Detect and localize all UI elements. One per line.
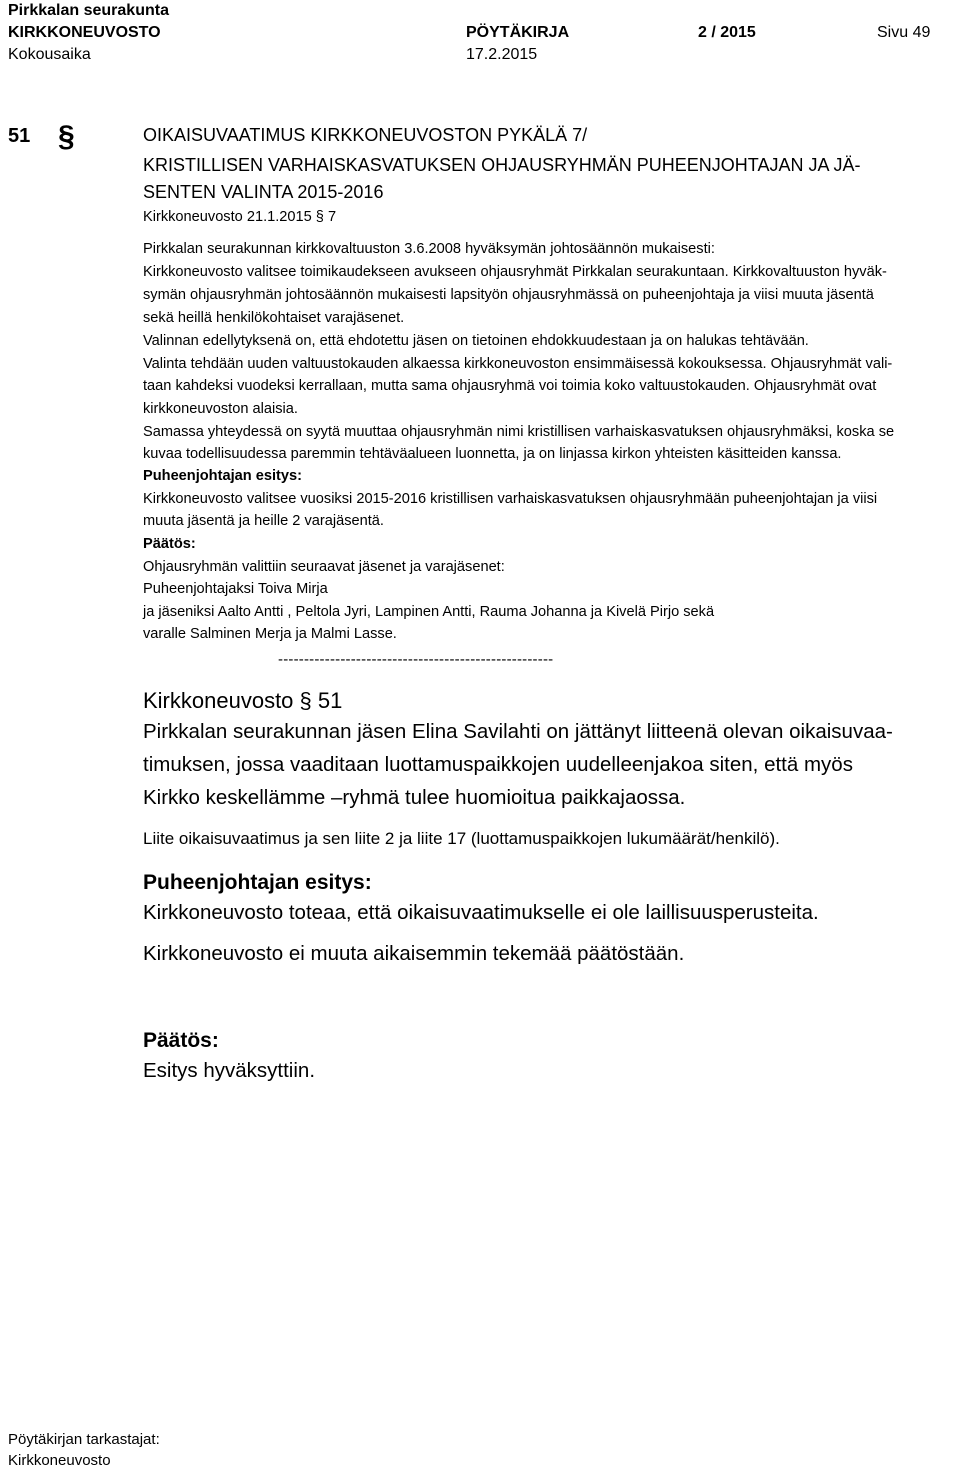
body-line: symän ohjausryhmän johtosäännön mukaisesti lapsityön ohjausryhmässä on puheenjohtaja ja viisi muuta jäsentä (143, 287, 874, 303)
section2-attachment: Liite oikaisuvaatimus ja sen liite 2 ja liite 17 (luottamuspaikkojen lukumäärät/henkilö). (143, 829, 780, 848)
body-line: Pirkkalan seurakunnan kirkkovaltuuston 3.6.2008 hyväksymän johtosäännön mukaisesti: (143, 241, 715, 257)
proposal-line: Kirkkoneuvosto valitsee vuosiksi 2015-2016 kristillisen varhaiskasvatuksen ohjausryhmään puheenjohtajan ja viisi (143, 491, 878, 507)
section2-line: Pirkkalan seurakunnan jäsen Elina Savilahti on jättänyt liitteenä olevan oikaisuvaa- (143, 720, 893, 743)
decision-heading: Päätös: (143, 536, 196, 552)
header-page: Sivu 49 (877, 24, 931, 41)
section-title-line-2: KRISTILLISEN VARHAISKASVATUKSEN OHJAUSRYHMÄN PUHEENJOHTAJAN JA JÄ- (143, 155, 861, 175)
section2-line: timuksen, jossa vaaditaan luottamuspaikkojen uudelleenjakoa siten, että myös (143, 753, 853, 776)
section2-heading: Kirkkoneuvosto § 51 (143, 688, 343, 713)
header-meeting-date: 17.2.2015 (466, 46, 538, 63)
proposal-line: muuta jäsentä ja heille 2 varajäsentä. (143, 513, 384, 529)
decision-line: ja jäseniksi Aalto Antti , Peltola Jyri, Lampinen Antti, Rauma Johanna ja Kivelä Pirjo sekä (143, 604, 715, 620)
body-line: sekä heillä henkilökohtaiset varajäsenet. (143, 310, 405, 326)
body-line: Valinnan edellytyksenä on, että ehdotettu jäsen on tietoinen ehdokkuudestaan ja on halukas tehtävään. (143, 333, 809, 349)
footer-body: Kirkkoneuvosto (8, 1452, 111, 1469)
section-title-line-3: SENTEN VALINTA 2015-2016 (143, 182, 384, 202)
body-line: taan kahdeksi vuodeksi kerrallaan, mutta sama ohjausryhmä voi toimia koko valtuustokauden. Ohjausryhmät ovat (143, 378, 877, 394)
section-title-line-1: OIKAISUVAATIMUS KIRKKONEUVOSTON PYKÄLÄ 7/ (143, 125, 588, 145)
decision-line: Puheenjohtajaksi Toiva Mirja (143, 581, 328, 597)
header-number: 2 / 2015 (698, 24, 756, 41)
body-line: Samassa yhteydessä on syytä muuttaa ohjausryhmän nimi kristillisen varhaiskasvatuksen ohjausryhmäksi, koska se (143, 424, 895, 440)
body-line: kuvaa todellisuudessa paremmin tehtäväalueen luonnetta, ja on linjassa kirkon yhteisten käsitteiden kanssa. (143, 446, 842, 462)
body-line: Valinta tehdään uuden valtuustokauden alkaessa kirkkoneuvoston ensimmäisessä kokouksessa. Ohjausryhmät vali- (143, 356, 893, 372)
section2-decision-text: Esitys hyväksyttiin. (143, 1059, 316, 1082)
section2-decision-heading: Päätös: (143, 1029, 219, 1052)
header-meeting-label: Kokousaika (8, 46, 91, 63)
header-body: KIRKKONEUVOSTO (8, 24, 161, 41)
proposal-heading: Puheenjohtajan esitys: (143, 468, 302, 484)
section-reference: Kirkkoneuvosto 21.1.2015 § 7 (143, 209, 337, 225)
section2-proposal-heading: Puheenjohtajan esitys: (143, 871, 372, 894)
header-org: Pirkkalan seurakunta (8, 2, 169, 19)
section2-proposal-line: Kirkkoneuvosto ei muuta aikaisemmin tekemää päätöstään. (143, 942, 685, 965)
header-doc-type: PÖYTÄKIRJA (466, 24, 570, 41)
body-line: kirkkoneuvoston alaisia. (143, 401, 298, 417)
section2-proposal-line: Kirkkoneuvosto toteaa, että oikaisuvaatimukselle ei ole laillisuusperusteita. (143, 901, 819, 924)
decision-line: Ohjausryhmän valittiin seuraavat jäsenet ja varajäsenet: (143, 559, 505, 575)
footer-label: Pöytäkirjan tarkastajat: (8, 1431, 160, 1448)
separator: ----------------------------------------------------- (278, 651, 554, 668)
section-symbol: § (58, 120, 75, 153)
section-number: 51 (8, 125, 31, 147)
section2-line: Kirkko keskellämme –ryhmä tulee huomioitua paikkajaossa. (143, 786, 686, 809)
decision-line: varalle Salminen Merja ja Malmi Lasse. (143, 626, 397, 642)
body-line: Kirkkoneuvosto valitsee toimikaudekseen avukseen ohjausryhmät Pirkkalan seurakuntaan. Kirkkovaltuuston hyväk- (143, 264, 887, 280)
